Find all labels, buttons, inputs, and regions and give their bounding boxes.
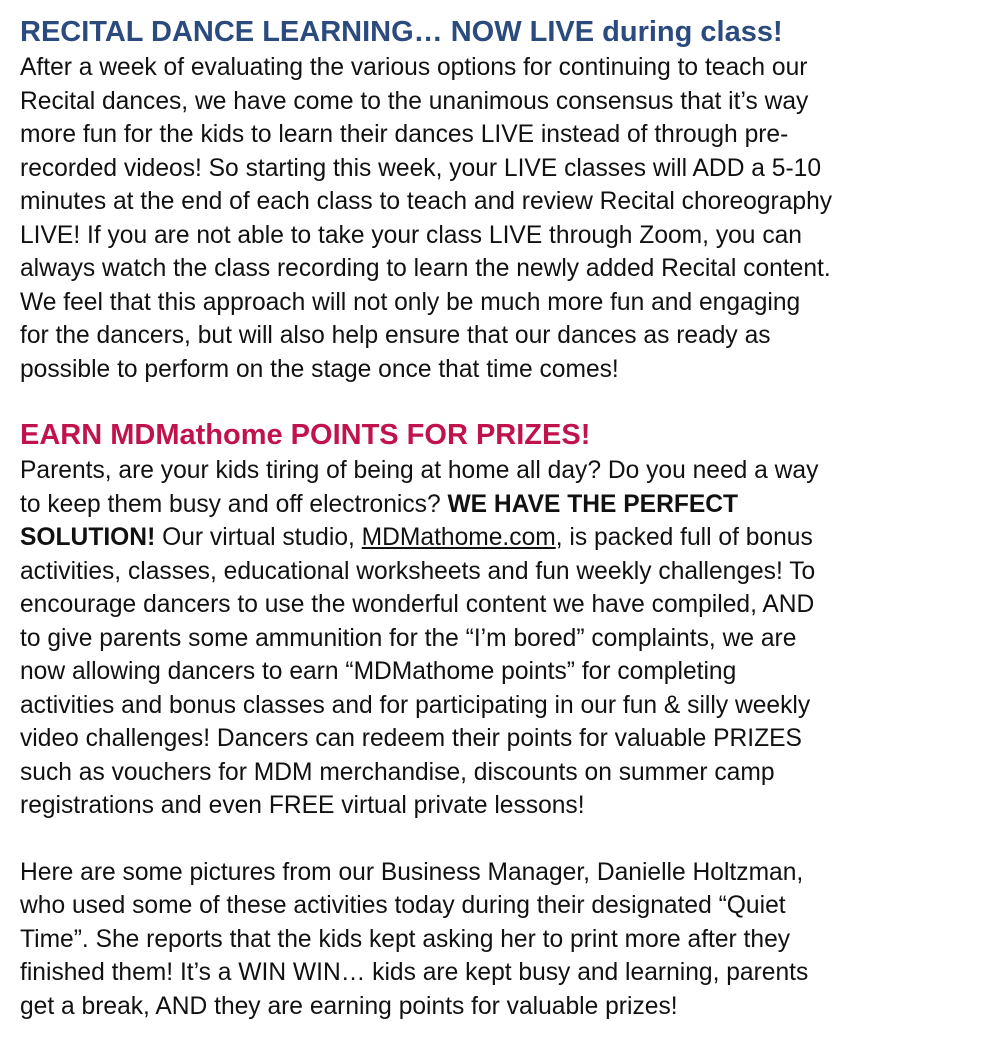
solution-emphasis: SOLUTION! [20,524,156,551]
points-paragraph [20,454,1000,823]
recital-line: always watch the class recording to learn the newly added Recital content. [20,255,831,282]
recital-line: LIVE! If you are not able to take your class LIVE through Zoom, you can [20,221,802,249]
recital-paragraph [20,51,1000,386]
section-spacer [20,823,1000,856]
recital-line: After a week of evaluating the various options for continuing to teach our [20,54,808,81]
points-line [20,488,1000,522]
recital-line: more fun for the kids to learn their dances LIVE instead of through pre- [20,121,789,148]
points-line-text: to keep them busy and off electronics? [20,490,448,518]
recital-line: possible to perform on the stage once that time comes! [20,355,619,383]
pictures-line: Here are some pictures from our Business Manager, Danielle Holtzman, [20,858,804,886]
points-line: to give parents some ammunition for the “I’m bored” complaints, we are [20,624,797,652]
recital-line: We feel that this approach will not only be much more fun and engaging [20,288,801,316]
points-line: activities, classes, educational worksheets and fun weekly challenges! To [20,557,816,585]
points-line: Parents, are your kids tiring of being at home all day? Do you need a way [20,457,819,484]
points-line-text: , is packed full of bonus [555,524,813,551]
recital-heading: RECITAL DANCE LEARNING… NOW LIVE during class! [20,16,783,48]
perfect-solution-emphasis: WE HAVE THE PERFECT [447,490,739,518]
points-heading: EARN MDMathome POINTS FOR PRIZES! [20,419,591,451]
recital-line: Recital dances, we have come to the unanimous consensus that it’s way [20,87,809,115]
recital-line: minutes at the end of each class to teach and review Recital choreography [20,188,833,215]
pictures-line: Time”. She reports that the kids kept asking her to print more after they [20,925,791,953]
recital-line: recorded videos! So starting this week, your LIVE classes will ADD a 5-10 [20,154,822,182]
mdmathome-link[interactable]: MDMathome.com [361,524,556,551]
points-line: activities and bonus classes and for participating in our fun & silly weekly [20,691,811,719]
pictures-line: finished them! It’s a WIN WIN… kids are kept busy and learning, parents [20,959,809,986]
section-spacer [20,386,1000,417]
pictures-line: who used some of these activities today during their designated “Quiet [20,892,786,919]
points-line-text: Our virtual studio, [155,524,362,551]
points-line: video challenges! Dancers can redeem their points for valuable PRIZES [20,725,802,752]
points-line: such as vouchers for MDM merchandise, discounts on summer camp [20,758,775,786]
points-line [20,521,1000,555]
points-line: now allowing dancers to earn “MDMathome points” for completing [20,658,737,685]
pictures-paragraph [20,856,1000,1024]
pictures-line: get a break, AND they are earning points for valuable prizes! [20,992,678,1020]
recital-line: for the dancers, but will also help ensure that our dances as ready as [20,322,771,349]
newsletter-page [20,14,1000,1023]
points-line: encourage dancers to use the wonderful content we have compiled, AND [20,591,815,618]
points-line: registrations and even FREE virtual private lessons! [20,792,585,819]
